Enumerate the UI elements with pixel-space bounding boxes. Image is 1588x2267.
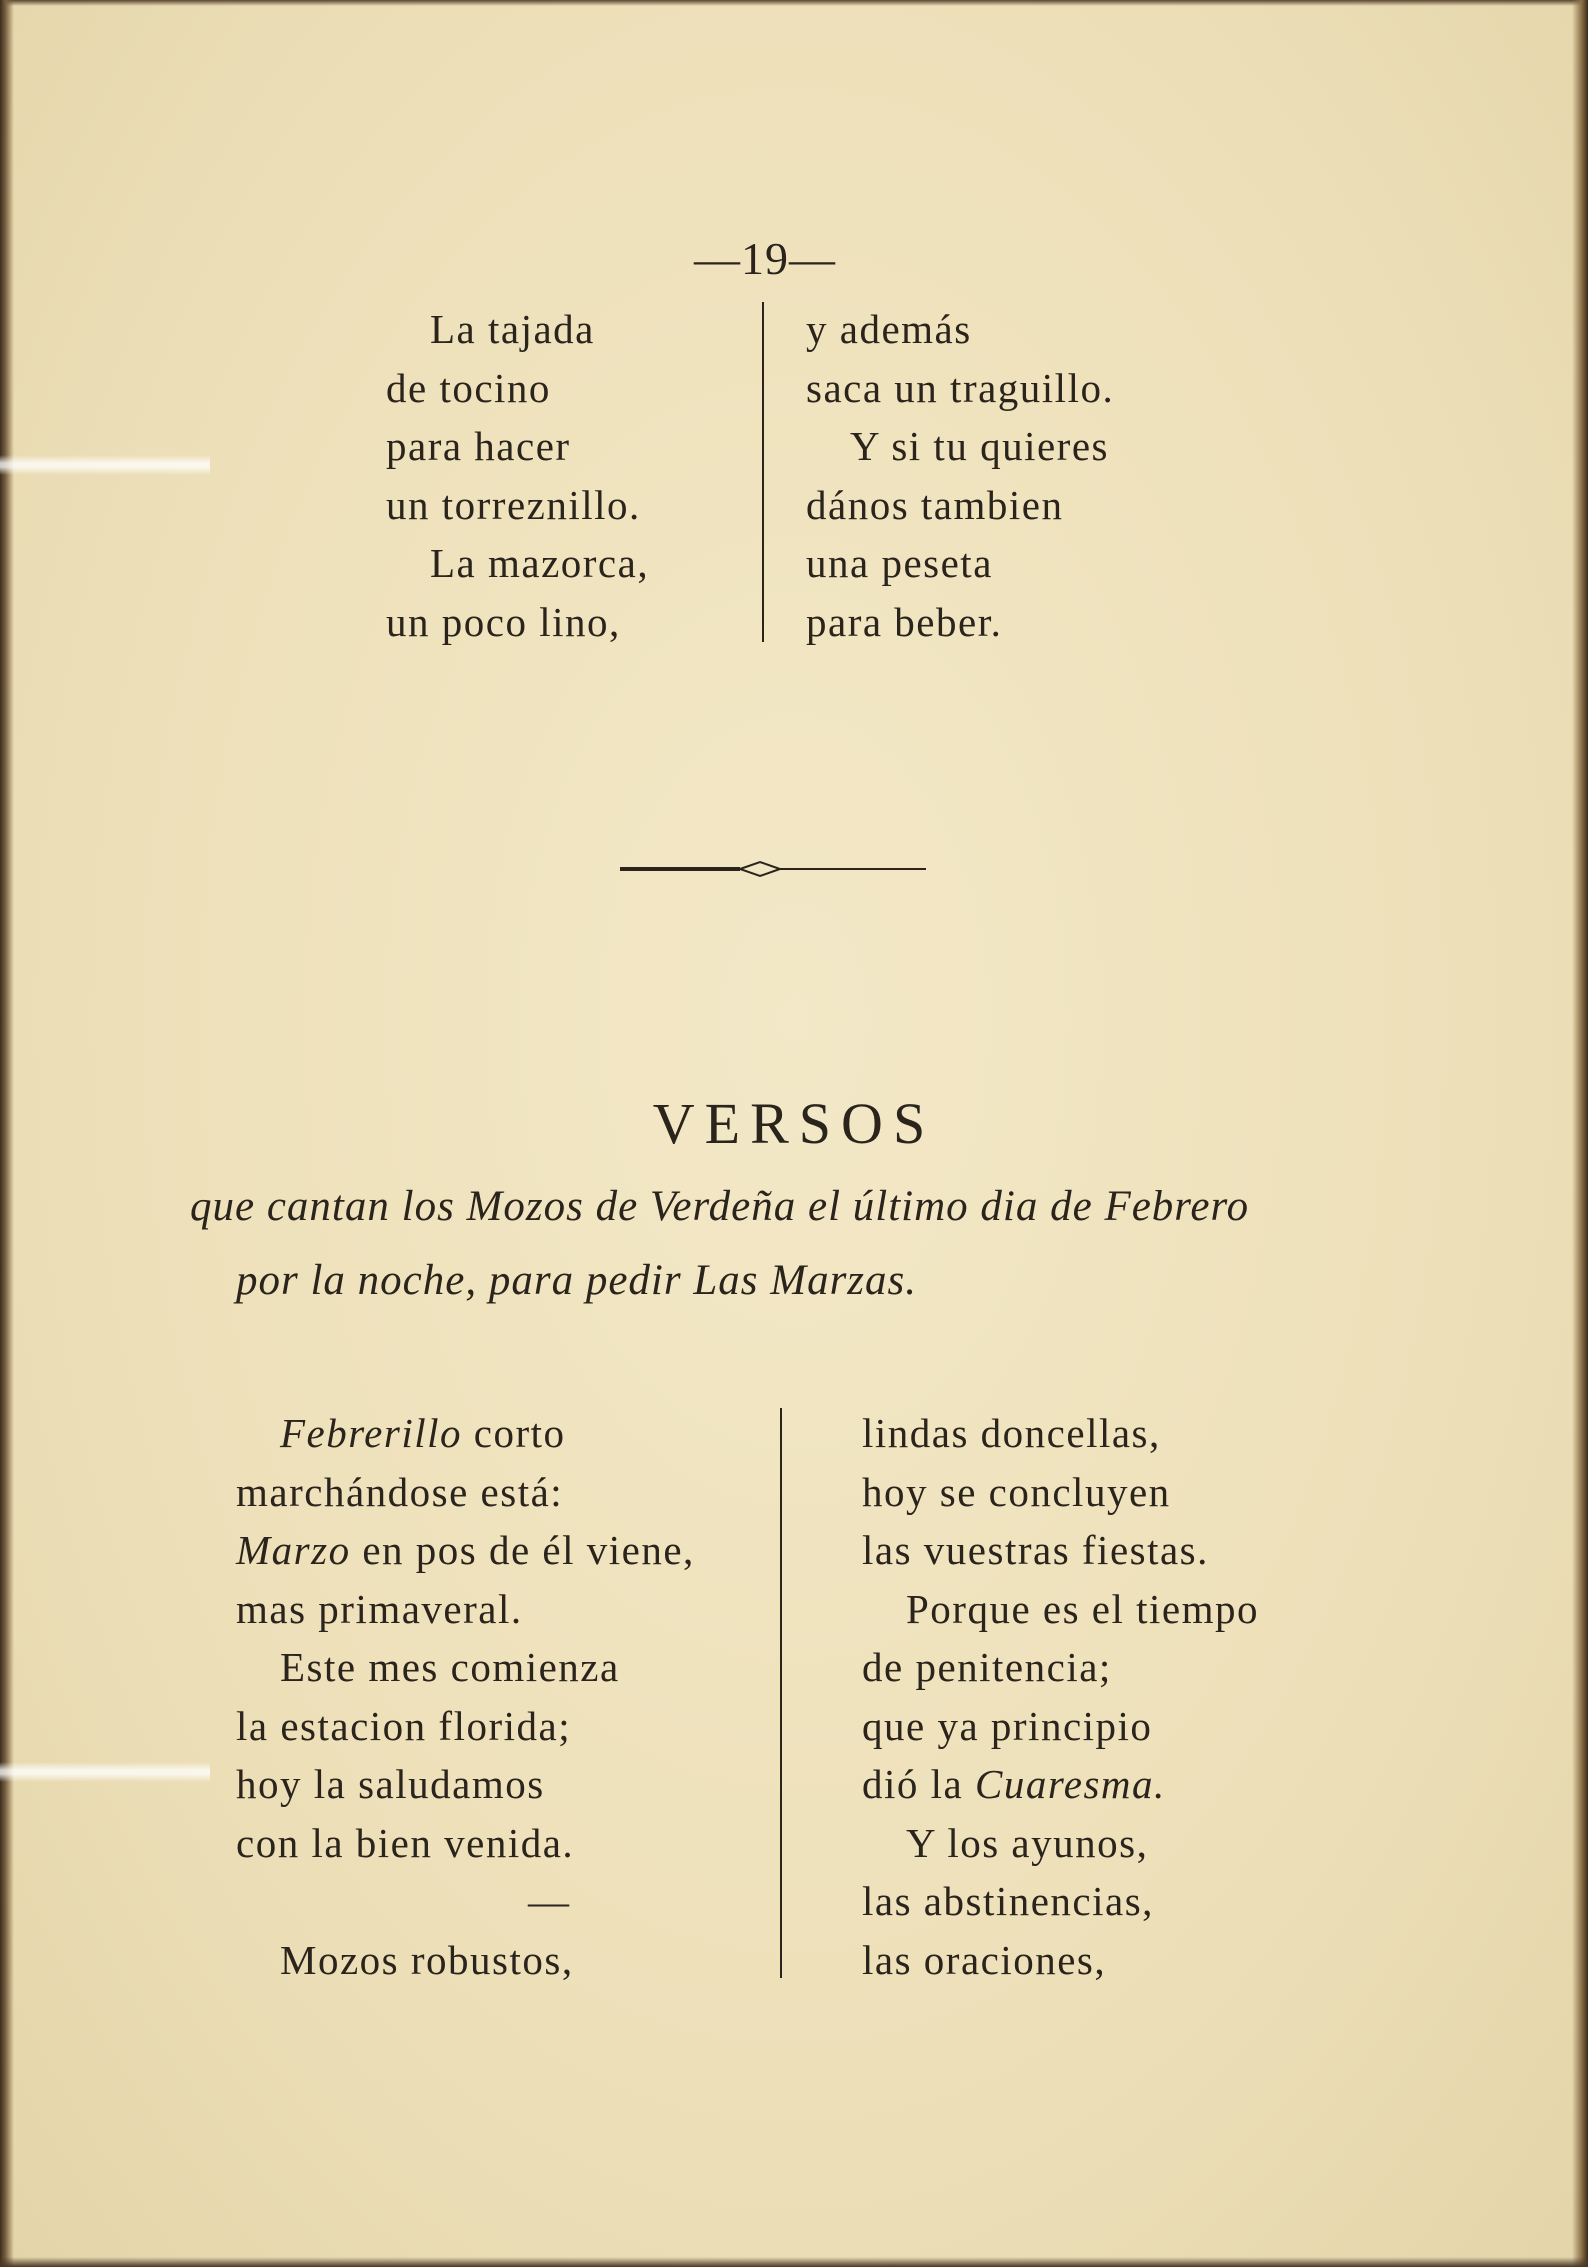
verse-line: dános tambien [806,481,1064,528]
verse-line: marchándose está: [236,1468,564,1515]
verse-line: una peseta [806,540,993,586]
verse-line: las abstinencias, [862,1878,1154,1924]
verse-line: un torreznillo. [386,481,641,528]
page-bottom-edge [0,2257,1588,2267]
verse-text: corto [462,1410,566,1456]
verse-line: Porque es el tiempo [906,1585,1260,1632]
column-divider-top [762,302,764,642]
verse-text: en pos de él viene, [350,1527,695,1573]
verse-emphasis: Febrerillo [280,1410,463,1456]
verse-emphasis: Cuaresma. [974,1761,1166,1807]
verse-line: las oraciones, [862,1936,1107,1983]
verse-line: con la bien venida. [236,1819,575,1866]
bottom-verse-right-column [862,1404,1259,1989]
stanza-divider: — [528,1878,571,1924]
verse-line: Este mes comienza [280,1644,620,1690]
page-top-edge [0,0,1588,6]
verse-line: lindas doncellas, [862,1410,1161,1456]
verse-line: mas primaveral. [236,1585,523,1632]
verse-line: un poco lino, [386,598,621,645]
top-verse-right-column [806,300,1114,651]
top-verse-left-column [386,300,649,651]
verse-line: de penitencia; [862,1644,1112,1690]
verse-line [236,1404,695,1463]
bottom-verse-left-column [236,1404,695,1989]
column-divider-bottom [780,1408,782,1978]
verse-line [862,1755,1259,1814]
verse-line: de tocino [386,364,551,411]
verse-line: Y si tu quieres [850,423,1109,469]
binding-stitch-top [0,455,210,475]
verse-line: Mozos robustos, [280,1936,574,1983]
ornamental-divider [620,858,926,880]
verse-line: La tajada [430,306,595,352]
page-number: —19— [694,233,836,284]
verse-line: la estacion florida; [236,1702,572,1749]
verse-line: Y los ayunos, [906,1819,1149,1866]
section-subtitle-line-1: que cantan los Mozos de Verdeña el último dia de Febrero [190,1183,1250,1230]
verse-line [236,1521,695,1580]
verse-line: saca un traguillo. [806,364,1115,411]
binding-stitch-bottom [0,1762,210,1782]
verse-line: las vuestras fiestas. [862,1527,1209,1573]
section-title: VERSOS [652,1091,936,1156]
verse-emphasis: Marzo [236,1527,351,1573]
verse-line: hoy se concluyen [862,1468,1171,1515]
verse-line: para hacer [386,423,571,469]
verse-line: La mazorca, [430,540,650,586]
verse-line: para beber. [806,598,1003,645]
section-subtitle-line-2: por la noche, para pedir Las Marzas. [236,1257,918,1304]
verse-line: y además [806,306,972,352]
verse-line: que ya principio [862,1702,1153,1749]
verse-text: dió la [862,1761,975,1807]
verse-line: hoy la saludamos [236,1761,545,1807]
